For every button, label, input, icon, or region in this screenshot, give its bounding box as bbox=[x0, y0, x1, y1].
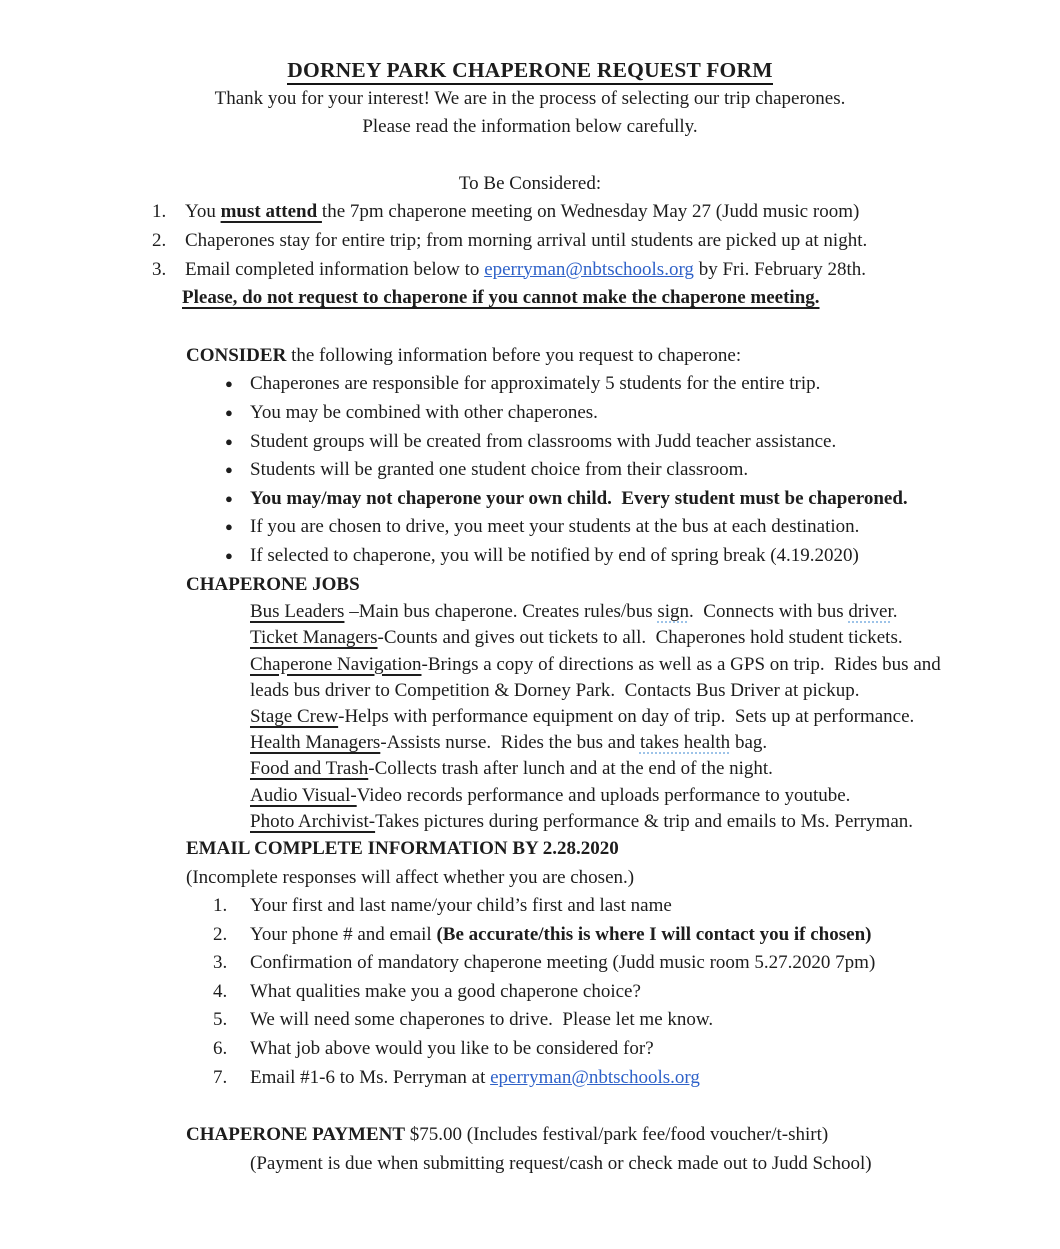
payment-note: (Payment is due when submitting request/cash or check made out to Judd School) bbox=[250, 1152, 872, 1174]
email-link[interactable]: eperryman@nbtschools.org bbox=[490, 1066, 700, 1088]
item-number: 2. bbox=[213, 923, 228, 945]
email-info-note: (Incomplete responses will affect whether you are chosen.) bbox=[186, 866, 635, 888]
item-number: 3. bbox=[152, 258, 167, 280]
item-number: 3. bbox=[213, 952, 228, 974]
chaperone-jobs-list bbox=[0, 599, 955, 835]
spellcheck-underline: sign bbox=[657, 601, 690, 623]
job-name: Health Managers bbox=[250, 732, 381, 754]
job-item: Bus Leaders –Main bus chaperone. Creates rules/bus sign. Connects with bus driver. bbox=[250, 601, 898, 623]
bullet-icon: ● bbox=[225, 376, 233, 392]
job-name: Food and Trash bbox=[250, 758, 369, 780]
job-item: Stage Crew-Helps with performance equipment on day of trip. Sets up at performance. bbox=[250, 705, 915, 727]
bullet-text: You may/may not chaperone your own child. Every student must be chaperoned. bbox=[250, 487, 908, 509]
bullet-icon: ● bbox=[225, 433, 233, 449]
email-info-heading: EMAIL COMPLETE INFORMATION BY 2.28.2020 bbox=[186, 837, 619, 859]
must-attend-emphasis: must attend bbox=[220, 201, 322, 223]
bullet-icon: ● bbox=[225, 404, 233, 420]
payment-heading: CHAPERONE PAYMENT $75.00 (Includes festival/park fee/food voucher/t-shirt) bbox=[186, 1124, 829, 1146]
job-item: Health Managers-Assists nurse. Rides the bus and takes health bag. bbox=[250, 732, 768, 754]
bullet-text: Student groups will be created from classrooms with Judd teacher assistance. bbox=[250, 430, 837, 452]
item-number: 4. bbox=[213, 980, 228, 1002]
item-text: Your phone # and email (Be accurate/this is where I will contact you if chosen) bbox=[250, 923, 872, 945]
job-description: Helps with performance equipment on day of trip. Sets up at performance. bbox=[344, 705, 915, 727]
intro-line-2: Please read the information below carefully. bbox=[362, 116, 698, 138]
bullet-item bbox=[225, 399, 970, 428]
item-text: You must attend the 7pm chaperone meeting on Wednesday May 27 (Judd music room) bbox=[185, 201, 860, 223]
job-name: Audio Visual- bbox=[250, 784, 357, 806]
bullet-text: If selected to chaperone, you will be notified by end of spring break (4.19.2020) bbox=[250, 544, 859, 566]
job-name: Photo Archivist- bbox=[250, 810, 376, 832]
job-description: Main bus chaperone. Creates rules/bus sign. Connects with bus driver. bbox=[358, 601, 898, 623]
numbered-item bbox=[213, 1006, 960, 1035]
spellcheck-underline: driver bbox=[848, 601, 893, 623]
item-number: 7. bbox=[213, 1066, 228, 1088]
job-item bbox=[250, 783, 955, 809]
bullet-item bbox=[225, 456, 970, 485]
numbered-item bbox=[213, 978, 960, 1007]
bullet-icon: ● bbox=[225, 519, 233, 535]
item-text: Confirmation of mandatory chaperone meeting (Judd music room 5.27.2020 7pm) bbox=[250, 952, 876, 974]
item-number: 6. bbox=[213, 1038, 228, 1060]
consider-bullet-list bbox=[0, 370, 1060, 570]
consider-heading: CONSIDER the following information before you request to chaperone: bbox=[186, 344, 742, 366]
bullet-text: If you are chosen to drive, you meet your students at the bus at each destination. bbox=[250, 516, 860, 538]
item-text: Your first and last name/your child’s first and last name bbox=[250, 895, 672, 917]
item-text: We will need some chaperones to drive. Please let me know. bbox=[250, 1009, 714, 1031]
email-link[interactable]: eperryman@nbtschools.org bbox=[484, 258, 694, 280]
bullet-item bbox=[225, 542, 970, 571]
job-description: Counts and gives out tickets to all. Chaperones hold student tickets. bbox=[383, 627, 903, 649]
intro-line-1: Thank you for your interest! We are in the process of selecting our trip chaperones. bbox=[214, 87, 846, 109]
to-be-considered-heading: To Be Considered: bbox=[458, 172, 602, 194]
job-name: Bus Leaders bbox=[250, 601, 345, 623]
bullet-icon: ● bbox=[225, 462, 233, 478]
bullet-icon: ● bbox=[225, 547, 233, 563]
item-number: 1. bbox=[213, 895, 228, 917]
job-name: Stage Crew bbox=[250, 705, 339, 727]
job-item: Chaperone Navigation-Brings a copy of directions as well as a GPS on trip. Rides bus and leads bus driver to Competition & Dorney Park. Contacts Bus Driver at pickup. bbox=[250, 653, 946, 701]
numbered-item bbox=[213, 1035, 960, 1064]
numbered-item bbox=[213, 1064, 960, 1093]
bullet-text: You may be combined with other chaperones. bbox=[250, 401, 598, 423]
numbered-item bbox=[213, 892, 960, 921]
item-text: Email #1-6 to Ms. Perryman at eperryman@nbtschools.org bbox=[250, 1066, 700, 1088]
numbered-item bbox=[152, 198, 950, 227]
page-title-text: DORNEY PARK CHAPERONE REQUEST FORM bbox=[287, 58, 772, 85]
chaperone-jobs-heading: CHAPERONE JOBS bbox=[186, 573, 360, 595]
job-item: Ticket Managers-Counts and gives out tickets to all. Chaperones hold student tickets. bbox=[250, 627, 903, 649]
item-text: Email completed information below to eperryman@nbtschools.org by Fri. February 28th. bbox=[185, 258, 866, 280]
job-item: Food and Trash-Collects trash after lunch and at the end of the night. bbox=[250, 758, 773, 780]
job-description: Collects trash after lunch and at the end of the night. bbox=[374, 758, 773, 780]
numbered-item bbox=[152, 256, 950, 285]
spellcheck-underline: takes health bbox=[639, 732, 731, 754]
item-number: 1. bbox=[152, 201, 167, 223]
numbered-item bbox=[152, 227, 950, 256]
job-name: Chaperone Navigation bbox=[250, 653, 422, 675]
chaperone-meeting-warning: Please, do not request to chaperone if you cannot make the chaperone meeting. bbox=[182, 287, 820, 309]
job-description: Brings a copy of directions as well as a GPS on trip. Rides bus and leads bus driver to Competition & Dorney Park. Contacts Bus Driver at pickup. bbox=[250, 653, 946, 701]
job-name: Ticket Managers bbox=[250, 627, 378, 649]
item-text: What qualities make you a good chaperone choice? bbox=[250, 980, 641, 1002]
bullet-text: Chaperones are responsible for approximately 5 students for the entire trip. bbox=[250, 373, 821, 395]
job-description: Takes pictures during performance & trip and emails to Ms. Perryman. bbox=[375, 810, 914, 832]
numbered-item bbox=[213, 949, 960, 978]
bullet-icon: ● bbox=[225, 490, 233, 506]
bullet-text: Students will be granted one student choice from their classroom. bbox=[250, 459, 749, 481]
to-be-considered-list bbox=[0, 198, 1060, 284]
bullet-item bbox=[225, 428, 970, 457]
email-info-list bbox=[0, 892, 1060, 1092]
bullet-item bbox=[225, 370, 970, 399]
bullet-item bbox=[225, 513, 970, 542]
item-number: 5. bbox=[213, 1009, 228, 1031]
bullet-item bbox=[225, 485, 970, 514]
job-description: Assists nurse. Rides the bus and takes health bag. bbox=[386, 732, 768, 754]
page-title bbox=[0, 56, 1060, 85]
numbered-item bbox=[213, 921, 960, 950]
item-number: 2. bbox=[152, 229, 167, 251]
item-text: What job above would you like to be considered for? bbox=[250, 1038, 654, 1060]
accuracy-emphasis: (Be accurate/this is where I will contact you if chosen) bbox=[436, 923, 872, 945]
job-description: Video records performance and uploads performance to youtube. bbox=[356, 784, 851, 806]
job-item bbox=[250, 809, 955, 835]
item-text: Chaperones stay for entire trip; from morning arrival until students are picked up at night. bbox=[185, 229, 868, 251]
